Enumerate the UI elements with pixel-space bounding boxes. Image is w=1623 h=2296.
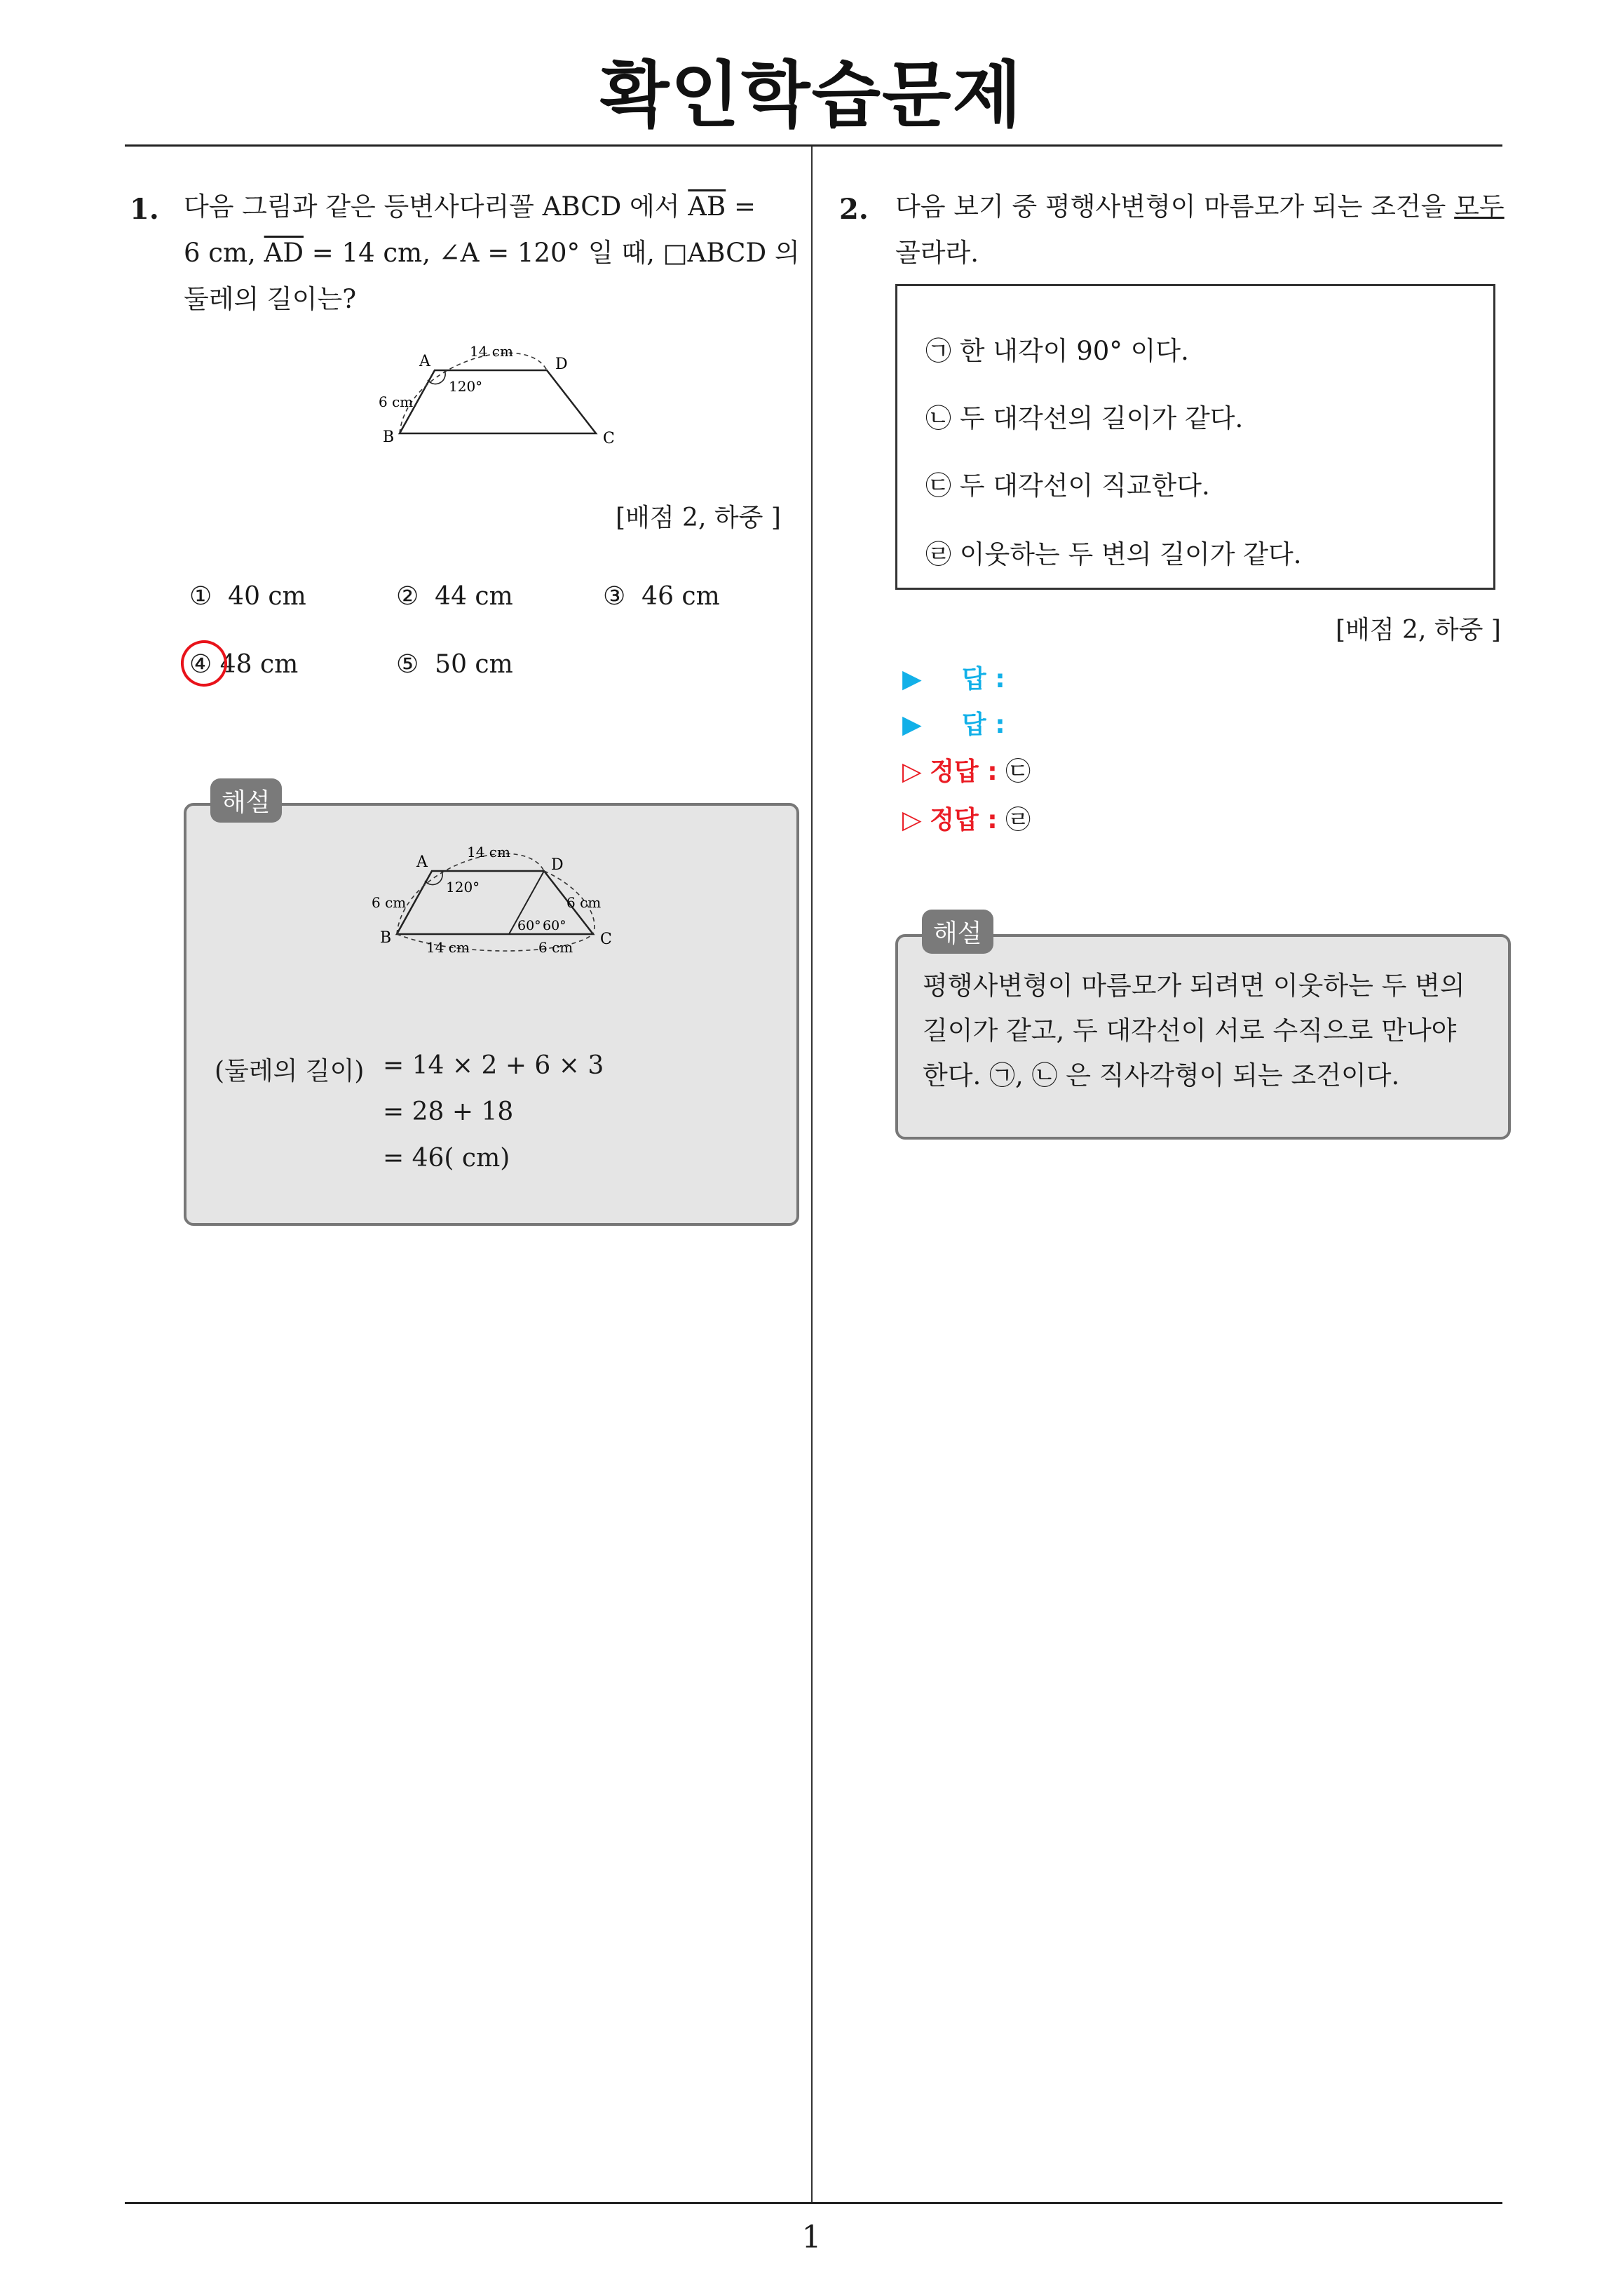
correct-answer-value: ㉢	[1005, 757, 1031, 786]
question-2-solution-panel	[895, 934, 1511, 1140]
trapezoid-shape	[400, 370, 596, 433]
solution-line-2-expr: = 28 + 18	[383, 1098, 514, 1126]
side-length-label: 6 cm	[379, 393, 414, 410]
vertex-a: A	[416, 853, 428, 871]
correct-answer-label: 정답 :	[930, 757, 998, 786]
question-2-meta: [배점 2, 하중 ]	[1336, 616, 1501, 644]
correct-answer-row-1	[902, 752, 1031, 788]
question-2-text	[895, 184, 1512, 276]
correct-answer-row-2	[902, 800, 1031, 836]
vertex-b: B	[380, 929, 392, 947]
option-a: ㉠ 한 내각이 90° 이다.	[925, 336, 1189, 366]
question-1-line-3: 둘레의 길이는?	[184, 284, 357, 314]
solution-text: 평행사변형이 마름모가 되려면 이웃하는 두 변의 길이가 같고, 두 대각선이 서로 수직으로 만나야 한다. ㉠, ㉡ 은 직사각형이 되는 조건이다.	[923, 971, 1465, 1090]
vertex-a: A	[419, 353, 430, 370]
answer-row-2	[902, 705, 1005, 741]
answer-row-1	[902, 659, 1005, 695]
choice-3[interactable]: ③ 46 cm	[603, 582, 720, 611]
bottom-left-length-label: 14 cm	[426, 939, 470, 956]
solution-tag: 해설	[210, 778, 282, 823]
segment-ab: $\overline{AB}$	[688, 191, 726, 222]
bottom-right-length-label: 6 cm	[538, 939, 573, 956]
option-d: ㉣ 이웃하는 두 변의 길이가 같다.	[925, 539, 1302, 569]
selected-answer-circle	[177, 636, 231, 691]
page-title: 확인학습문제	[599, 54, 1024, 137]
option-b: ㉡ 두 대각선의 길이가 같다.	[925, 403, 1244, 433]
solution-trapezoid-figure	[369, 837, 621, 960]
question-1-text	[184, 184, 801, 323]
correct-answer-label: 정답 :	[930, 806, 998, 835]
choice-4[interactable]: ④ 48 cm	[189, 650, 298, 679]
footer-rule	[125, 2202, 1502, 2204]
vertex-c: C	[603, 430, 615, 447]
angle-left-label: 60°	[517, 918, 541, 933]
column-divider	[811, 147, 813, 2202]
correct-answer-value: ㉣	[1005, 806, 1031, 835]
solution-tag: 해설	[922, 910, 993, 954]
question-1-line-2: 6 cm, $\overline{AD} = 14$ cm, ∠A = 120° 일 때, □ABCD 의	[184, 238, 800, 268]
emphasis-all: 모두	[1454, 191, 1505, 222]
vertex-d: D	[555, 356, 568, 373]
angle-right-label: 60°	[543, 918, 566, 933]
right-length-label: 6 cm	[566, 894, 602, 911]
choice-5[interactable]: ⑤ 50 cm	[396, 650, 513, 679]
answer-label: 답 :	[961, 665, 1005, 694]
question-2-number: 2.	[839, 193, 869, 226]
question-1-solution-panel	[184, 803, 799, 1226]
segment-ad: $\overline{AD}$	[264, 238, 304, 268]
angle-label: 120°	[446, 879, 480, 896]
question-1-number: 1.	[130, 193, 159, 226]
header-rule	[125, 144, 1502, 147]
question-2-line-2: 골라라.	[895, 238, 979, 268]
arrow-outline-icon: ▷	[902, 806, 922, 835]
options-box	[895, 284, 1495, 590]
vertex-b: B	[383, 428, 395, 446]
angle-label: 120°	[449, 378, 483, 395]
arrow-outline-icon: ▷	[902, 757, 922, 786]
choice-1[interactable]: ① 40 cm	[189, 582, 306, 611]
vertex-c: C	[600, 931, 612, 948]
vertex-d: D	[551, 856, 564, 874]
top-length-label: 14 cm	[467, 844, 510, 860]
choice-2[interactable]: ② 44 cm	[396, 582, 513, 611]
option-c: ㉢ 두 대각선이 직교한다.	[925, 471, 1210, 501]
trapezoid-figure	[372, 337, 624, 456]
page-number: 1	[801, 2220, 822, 2255]
left-length-label: 6 cm	[372, 894, 407, 911]
top-length-label: 14 cm	[470, 343, 513, 360]
arrow-icon: ▶	[902, 710, 922, 739]
question-1-line-1: 다음 그림과 같은 등변사다리꼴 ABCD 에서 $\overline{AB}$ =	[184, 191, 756, 222]
solution-line-1-label: (둘레의 길이)	[215, 1057, 365, 1086]
solution-line-3-expr: = 46( cm)	[383, 1144, 510, 1173]
answer-label: 답 :	[961, 710, 1005, 739]
question-2-line-1: 다음 보기 중 평행사변형이 마름모가 되는 조건을 모두	[895, 191, 1505, 222]
solution-line-1-expr: = 14 × 2 + 6 × 3	[383, 1051, 604, 1080]
question-1-meta: [배점 2, 하중 ]	[616, 504, 781, 532]
arrow-icon: ▶	[902, 665, 922, 694]
